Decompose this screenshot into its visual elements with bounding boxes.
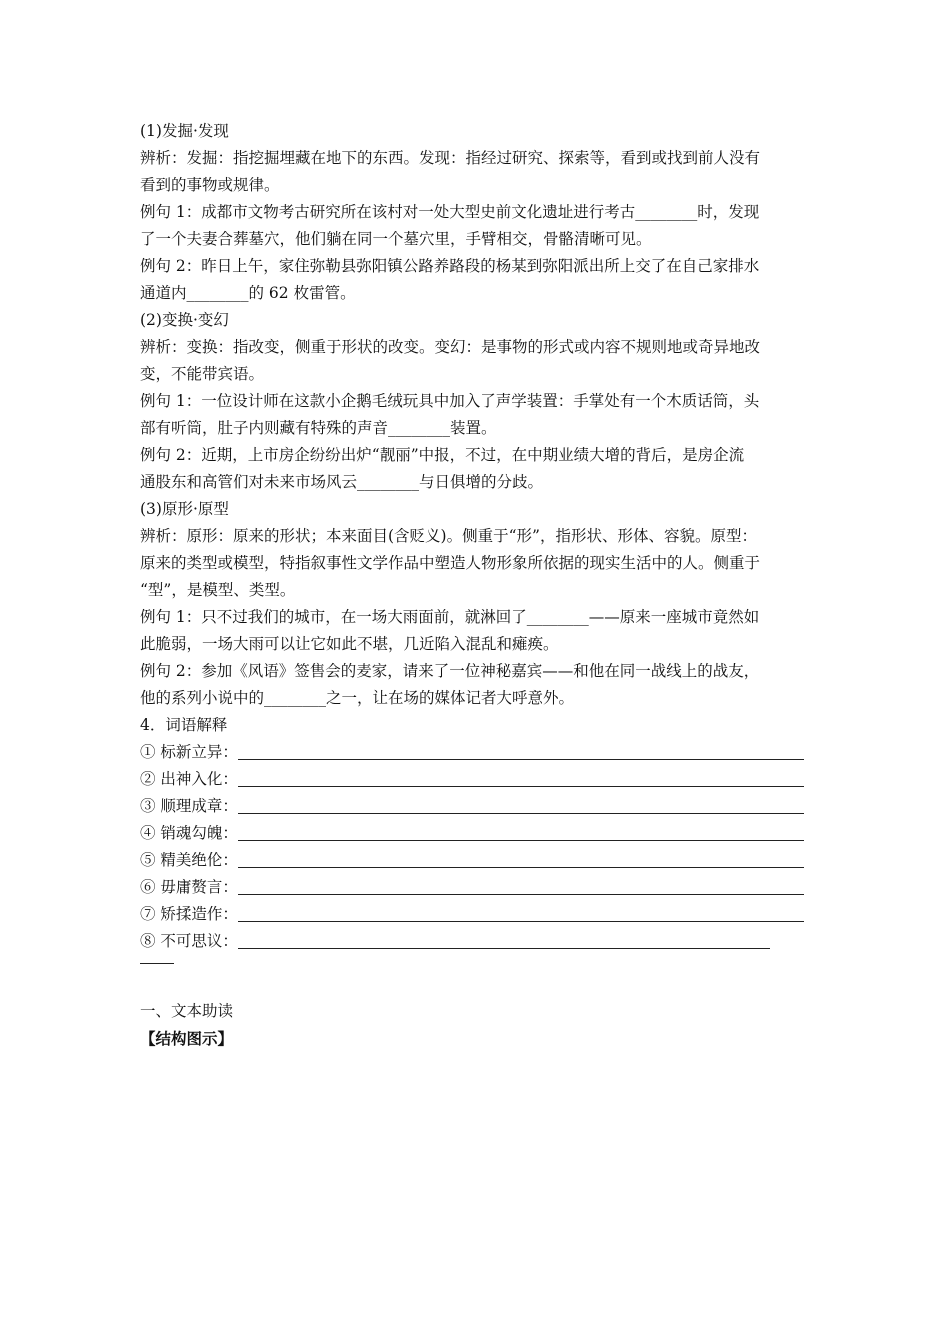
example-sentence: 例句 2：参加《风语》签售会的麦家，请来了一位神秘嘉宾——和他在同一战线上的战友， (140, 662, 760, 680)
analysis-text: 看到的事物或规律。 (140, 176, 280, 194)
document-page (140, 118, 820, 1052)
section-heading: (3)原形·原型 (140, 500, 229, 518)
analysis-text: 原来的类型或模型，特指叙事性文学作品中塑造人物形象所依据的现实生活中的人。侧重于 (140, 554, 761, 572)
analysis-text: “型”，是模型、类型。 (140, 581, 296, 599)
term-row (140, 928, 820, 955)
example-sentence: 例句 2：昨日上午，家住弥勒县弥阳镇公路养路段的杨某到弥阳派出所上交了在自己家排水 (140, 257, 760, 275)
example-sentence: 例句 1：成都市文物考古研究所在该村对一处大型史前文化遗址进行考古________时，发现 (140, 203, 760, 221)
answer-blank (238, 878, 804, 895)
example-sentence: 例句 1：只不过我们的城市，在一场大雨面前，就淋回了________——原来一座城市竟然如 (140, 608, 760, 626)
term-row (140, 901, 820, 928)
term-row (140, 847, 820, 874)
subsection-title: 【结构图示】 (140, 1029, 234, 1048)
term-label: ① 标新立异： (140, 743, 238, 761)
example-sentence: 部有听筒，肚子内则藏有特殊的声音________装置。 (140, 419, 497, 437)
term-label: ② 出神入化： (140, 770, 238, 788)
section-heading: (1)发掘·发现 (140, 122, 229, 140)
example-sentence: 他的系列小说中的________之一，让在场的媒体记者大呼意外。 (140, 689, 575, 707)
answer-blank (238, 770, 804, 787)
term-label: ③ 顺理成章： (140, 797, 238, 815)
term-row (140, 739, 820, 766)
example-sentence: 了一个夫妻合葬墓穴，他们躺在同一个墓穴里，手臂相交，骨骼清晰可见。 (140, 230, 652, 248)
term-label: ⑦ 矫揉造作： (140, 905, 238, 923)
analysis-text: 辨析：原形：原来的形状；本来面目(含贬义)。侧重于“形”，指形状、形体、容貌。原型： (140, 527, 757, 545)
term-row (140, 793, 820, 820)
answer-blank (238, 932, 770, 949)
example-sentence: 例句 1：一位设计师在这款小企鹅毛绒玩具中加入了声学装置：手掌处有一个木质话筒，头 (140, 392, 760, 410)
analysis-text: 辨析：发掘：指挖掘埋藏在地下的东西。发现：指经过研究、探索等，看到或找到前人没有 (140, 149, 761, 167)
section-heading: (2)变换·变幻 (140, 311, 229, 329)
term-row (140, 820, 820, 847)
example-sentence: 例句 2：近期，上市房企纷纷出炉“靓丽”中报，不过，在中期业绩大增的背后，是房企流 (140, 446, 745, 464)
section-title: 一、文本助读 (140, 1002, 234, 1020)
answer-blank (238, 797, 804, 814)
divider (140, 955, 174, 964)
analysis-text: 变，不能带宾语。 (140, 365, 265, 383)
term-label: ⑧ 不可思议： (140, 932, 238, 950)
term-label: ④ 销魂勾魄： (140, 824, 238, 842)
term-row (140, 874, 820, 901)
answer-blank (238, 743, 804, 760)
example-sentence: 此脆弱，一场大雨可以让它如此不堪，几近陷入混乱和瘫痪。 (140, 635, 559, 653)
answer-blank (238, 824, 804, 841)
example-sentence: 通道内________的 62 枚雷管。 (140, 284, 356, 302)
term-row (140, 766, 820, 793)
analysis-text: 辨析：变换：指改变，侧重于形状的改变。变幻：是事物的形式或内容不规则地或奇异地改 (140, 338, 761, 356)
example-sentence: 通股东和高管们对未来市场风云________与日俱增的分歧。 (140, 473, 544, 491)
question-heading: 4．词语解释 (140, 716, 228, 734)
answer-blank (238, 905, 804, 922)
term-label: ⑥ 毋庸赘言： (140, 878, 238, 896)
term-label: ⑤ 精美绝伦： (140, 851, 238, 869)
answer-blank (238, 851, 804, 868)
